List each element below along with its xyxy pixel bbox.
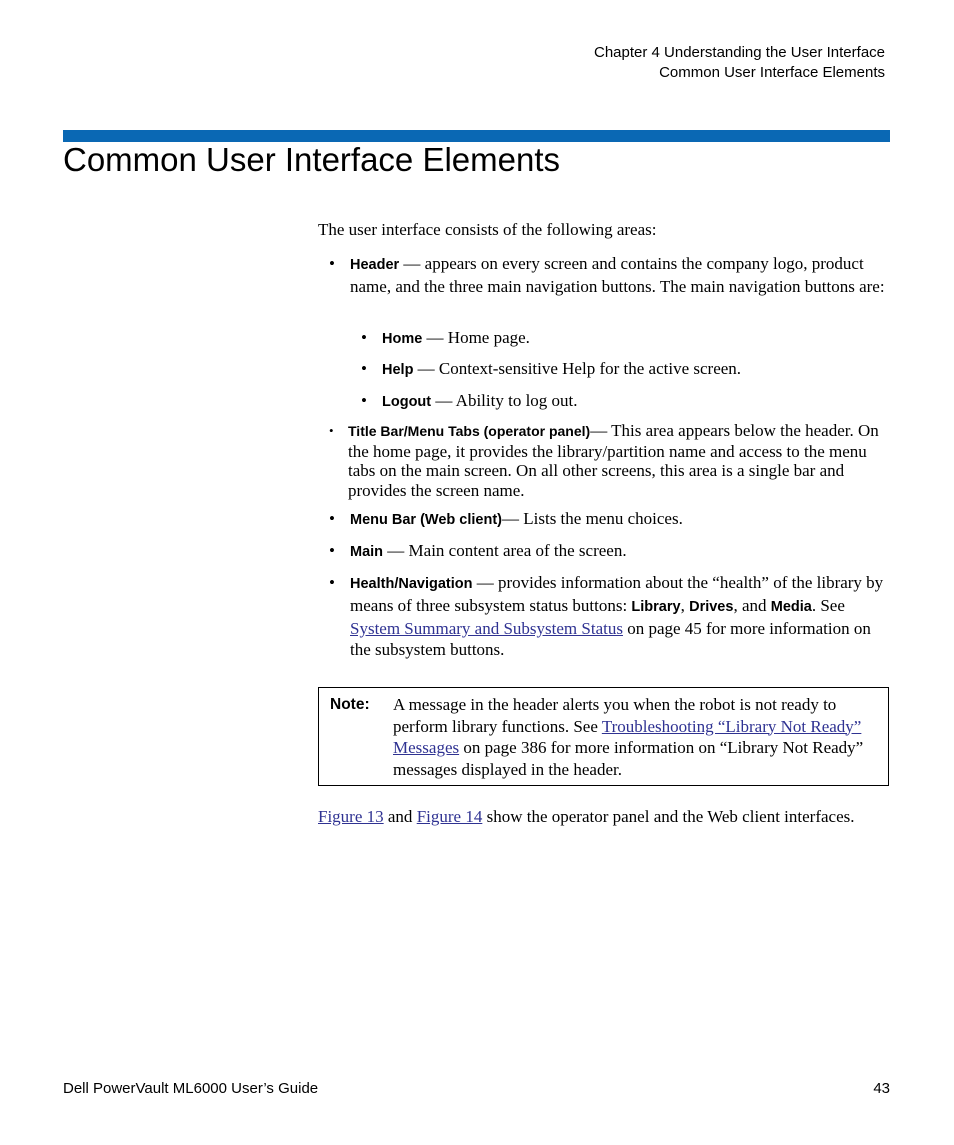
term-library: Library [631,599,681,615]
bullet-dot: • [361,328,367,347]
closing-text-1: and [383,807,417,826]
sub-bullet-help-desc: — Context-sensitive Help for the active screen. [413,359,742,378]
bullet-header-desc: — appears on every screen and contains the company logo, product name, and the three main navigation buttons. The main navigation buttons are: [350,254,885,296]
sub-bullet-logout-text [382,390,890,413]
bullet-header-text [350,253,890,297]
term-home: Home [382,331,423,347]
term-health: Health/Navigation [350,576,473,592]
note-text [393,694,881,780]
term-menu-bar: Menu Bar (Web client) [350,512,502,528]
bullet-dot: • [361,391,367,410]
health-text-1: — provides information about the “health” of the library by means of three subsystem status buttons: [350,573,884,615]
term-drives: Drives [689,599,734,615]
bullet-main-text [350,540,890,563]
bullet-dot: • [361,359,367,378]
health-text-2: , and [733,596,771,615]
term-help: Help [382,362,414,378]
bullet-title-bar-text [348,421,890,500]
sub-bullet-home-text [382,327,890,350]
running-head-section: Common User Interface Elements [659,64,885,81]
bullet-dot: • [329,509,335,528]
note-text-2: on page 386 for more information on “Library Not Ready” messages displayed in the header. [393,738,864,779]
bullet-title-bar-desc: — This area appears below the header. On the home page, it provides the library/partition name and access to the menu tabs on the main screen. On all other screens, this area is a single bar and provides the screen name. [348,421,879,500]
link-troubleshooting[interactable]: Troubleshooting “Library Not Ready” Messages [393,716,862,757]
health-comma: , [680,596,690,615]
term-media: Media [770,599,812,615]
link-figure-13[interactable]: Figure 13 [318,807,384,826]
footer-guide-title: Dell PowerVault ML6000 User’s Guide [63,1080,319,1097]
term-title-bar: Title Bar/Menu Tabs (operator panel) [348,423,591,439]
bullet-health-text [350,572,890,660]
health-text-3: . See [811,596,845,615]
sub-bullet-logout-desc: — Ability to log out. [431,391,578,410]
link-system-summary[interactable]: System Summary and Subsystem Status [350,619,623,638]
sub-bullet-help-text [382,358,890,381]
footer-page-number: 43 [873,1080,890,1097]
page-title: Common User Interface Elements [63,141,561,178]
link-figure-14[interactable]: Figure 14 [416,807,483,826]
term-logout: Logout [382,394,432,410]
health-text-4: on page 45 for more information on the subsystem buttons. [350,619,871,659]
note-text-1: A message in the header alerts you when the robot is not ready to perform library functions. See [393,695,837,736]
bullet-menu-bar-text [350,508,890,531]
closing-paragraph [318,806,890,827]
intro-paragraph: The user interface consists of the following areas: [318,220,657,239]
running-head [594,43,885,83]
note-label: Note: [330,696,370,713]
bullet-dot: • [329,541,335,560]
running-head-chapter: Chapter 4 Understanding the User Interface [594,44,885,61]
term-header: Header [350,257,400,273]
bullet-dot: • [329,573,335,592]
bullet-dot: • [329,254,335,273]
note-box [318,687,889,786]
closing-text-2: show the operator panel and the Web client interfaces. [482,807,855,826]
bullet-menu-bar-desc: — Lists the menu choices. [502,509,683,528]
sub-bullet-home-desc: — Home page. [422,328,530,347]
term-main: Main [350,544,384,560]
bullet-dot: • [329,423,334,438]
bullet-main-desc: — Main content area of the screen. [383,541,627,560]
